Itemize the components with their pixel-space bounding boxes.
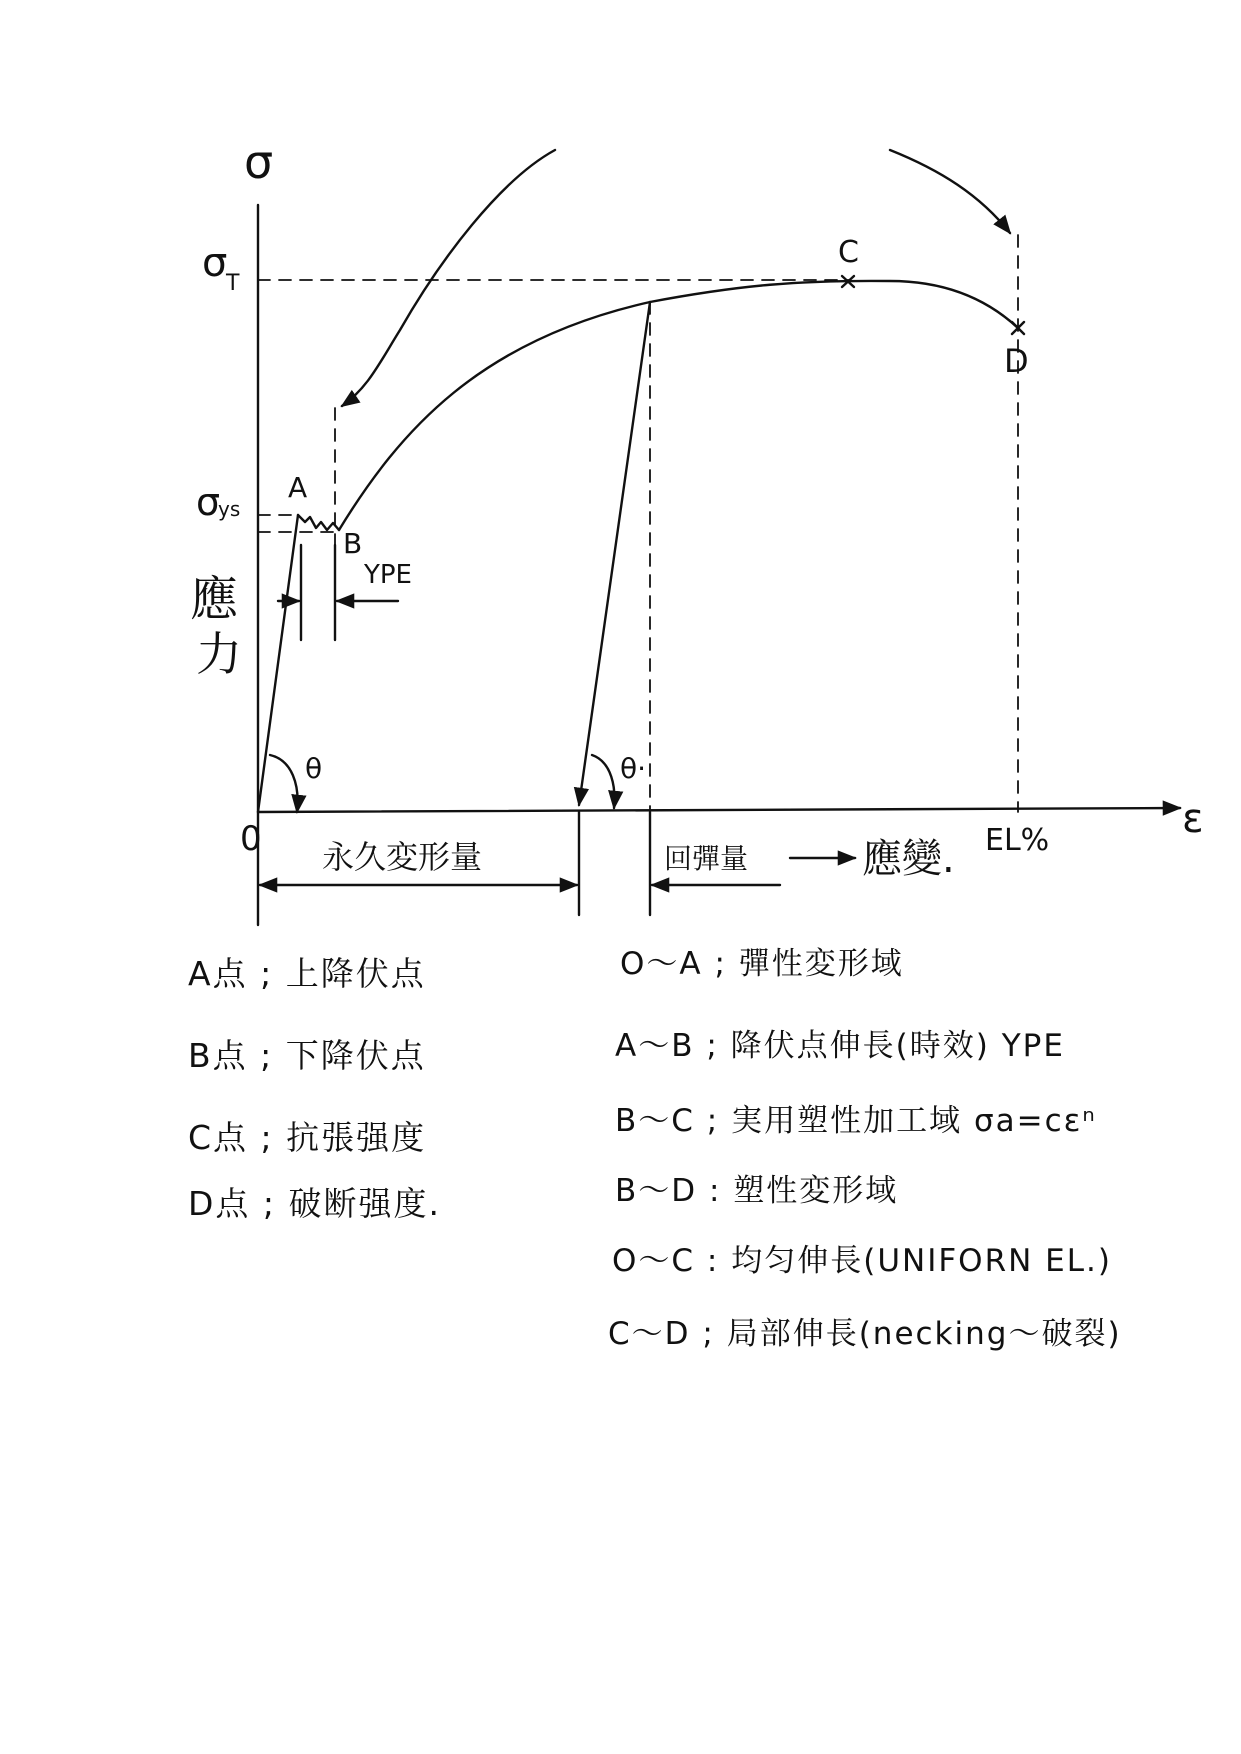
note-text: 上降伏点 [285, 954, 426, 993]
note-sep: : [709, 1173, 722, 1209]
note-key: A～B [615, 1028, 695, 1064]
note-range-a-b [615, 1020, 1065, 1065]
note-key: D点 [188, 1184, 251, 1223]
point-b-label: B [343, 527, 363, 560]
note-range-o-c [612, 1235, 1112, 1280]
note-text: 均匀伸長(UNIFORN EL.) [731, 1243, 1112, 1279]
theta-arc-1 [270, 755, 298, 812]
note-key: B～C [615, 1103, 695, 1139]
note-range-b-c [615, 1095, 1097, 1140]
big-arrow-right [890, 150, 1010, 233]
note-range-b-d [615, 1165, 898, 1210]
x-axis-symbol: ε [1182, 796, 1204, 842]
big-arrow-left [342, 150, 555, 406]
note-key: C点 [188, 1118, 249, 1157]
theta-1-label: θ [305, 752, 323, 785]
note-key: O～A [620, 946, 703, 982]
origin-label: 0 [240, 819, 262, 859]
note-text: 塑性変形域 [733, 1173, 899, 1209]
point-a-label: A [288, 471, 308, 504]
note-sep: ; [702, 1316, 715, 1352]
note-key: A点 [188, 954, 248, 993]
note-text: 彈性変形域 [738, 946, 904, 982]
springback-label: 回彈量 [664, 842, 749, 875]
note-text: 破断强度. [288, 1184, 442, 1223]
x-axis [258, 808, 1180, 812]
y-axis-label-1: 應 [190, 571, 239, 627]
elongation-percent-label: EL% [985, 823, 1050, 858]
point-d-label: D [1004, 342, 1029, 380]
note-text: 下降伏点 [285, 1036, 426, 1075]
yield-zigzag [298, 515, 339, 530]
note-point-b [188, 1030, 426, 1077]
note-sep: ; [260, 1036, 274, 1075]
sigma-ys-subscript: ys [218, 497, 241, 521]
note-point-d [188, 1178, 441, 1225]
note-key: B～D [615, 1173, 698, 1209]
note-range-o-a [620, 938, 904, 983]
note-text: 局部伸長(necking～破裂) [726, 1316, 1122, 1352]
note-key: C～D [608, 1316, 691, 1352]
sigma-t-label: σ [202, 240, 228, 286]
y-axis-symbol: σ [244, 135, 274, 189]
note-point-c [188, 1112, 426, 1159]
note-sep: : [706, 1243, 720, 1279]
note-sep: ; [260, 954, 274, 993]
note-text: 実用塑性加工域 σa=cεⁿ [731, 1103, 1097, 1139]
strain-label: 應變. [862, 836, 955, 882]
note-point-a [188, 948, 426, 995]
unloading-line [579, 302, 650, 805]
permanent-deformation-label: 永久変形量 [322, 838, 483, 876]
point-c-label: C [838, 235, 859, 270]
stress-strain-curve [339, 281, 1018, 530]
sigma-ys-label: σ [196, 480, 221, 524]
note-sep: ; [262, 1184, 277, 1223]
theta-2-label: θ· [620, 752, 647, 785]
elastic-line [258, 515, 298, 812]
ype-label: YPE [364, 560, 412, 590]
note-key: O～C [612, 1243, 696, 1279]
note-sep: ; [706, 1103, 720, 1139]
note-sep: ; [706, 1028, 719, 1064]
note-text: 降伏点伸長(時效) YPE [730, 1028, 1065, 1064]
theta-arc-2 [592, 755, 614, 808]
sigma-t-subscript: T [226, 271, 240, 296]
note-text: 抗張强度 [286, 1118, 427, 1157]
note-sep: ; [260, 1118, 274, 1157]
note-key: B点 [188, 1036, 248, 1075]
note-range-c-d [608, 1308, 1122, 1353]
y-axis-label-2: 力 [196, 627, 242, 681]
note-sep: ; [714, 946, 727, 982]
